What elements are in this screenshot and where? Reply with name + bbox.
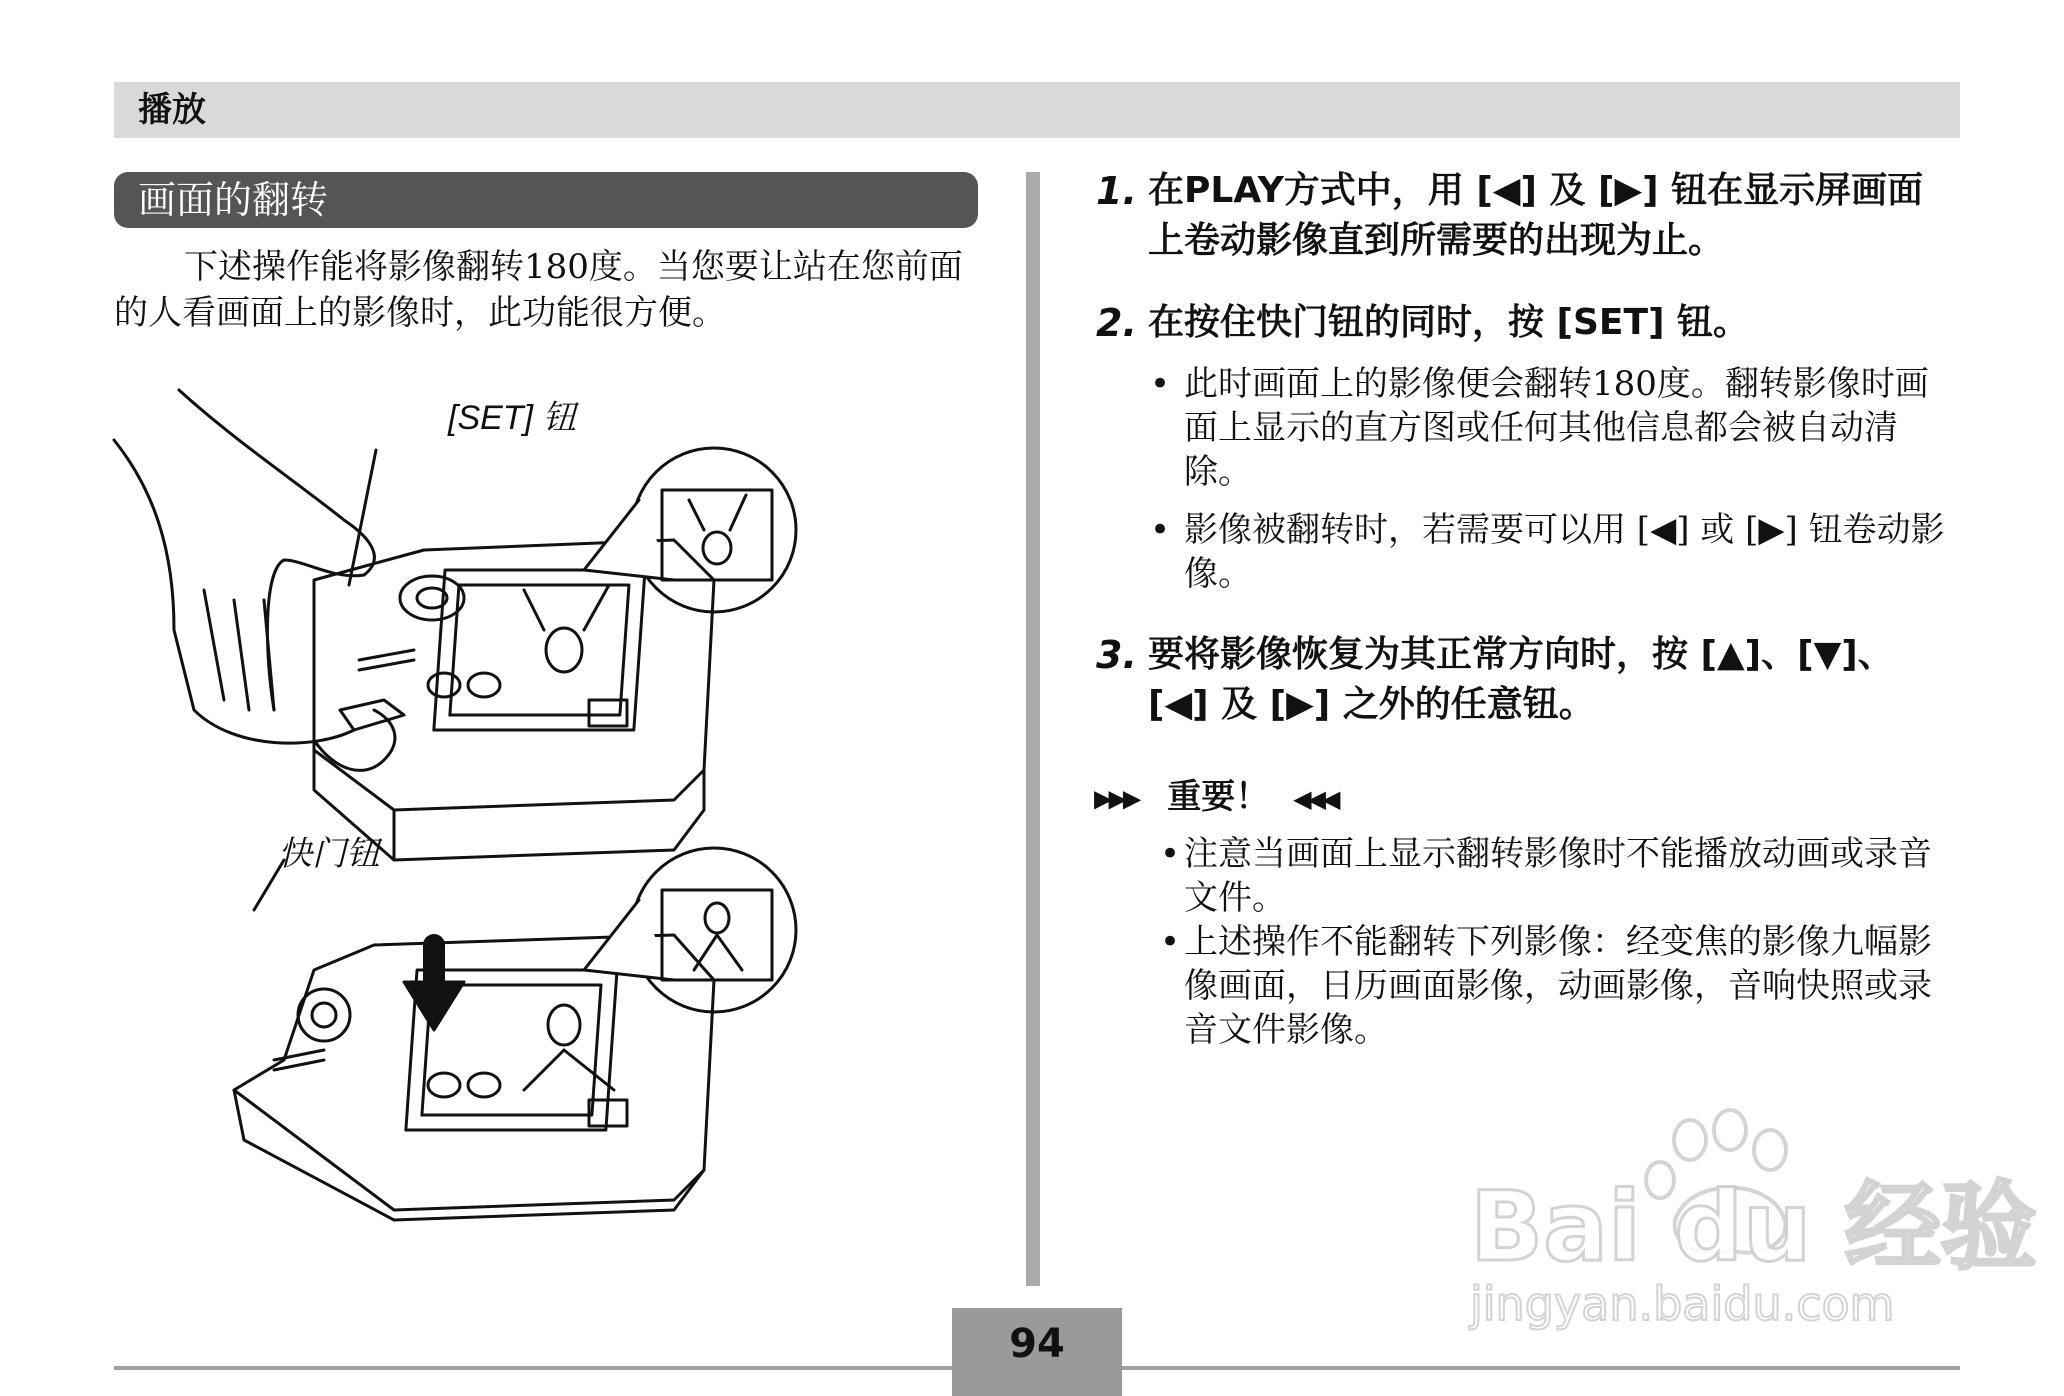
- watermark-brand: Bai du 经验: [1470, 1171, 2037, 1283]
- important-title: 重要！: [1167, 777, 1270, 817]
- step-1: [1096, 166, 1956, 266]
- set-button-label: [SET] 钮: [448, 399, 577, 437]
- zoom-bubble-top: [584, 448, 796, 612]
- bullet-icon: •: [1150, 364, 1171, 404]
- step-3: [1096, 630, 1956, 730]
- header-bar: [114, 82, 1960, 138]
- shutter-button-label: 快门钮: [278, 835, 380, 873]
- step-number: 1.: [1096, 169, 1137, 213]
- watermark-url: jingyan.baidu.com: [1470, 1277, 1895, 1331]
- important-heading: [1094, 774, 1336, 822]
- bullet-text: 此时画面上的影像便会翻转180度。翻转影像时画面上显示的直方图或任何其他信息都会被自动清除。: [1184, 364, 1929, 492]
- step-2: [1096, 298, 1956, 348]
- bullet-icon: •: [1160, 922, 1181, 962]
- page-number: 94: [1009, 1321, 1065, 1367]
- bullet-icon: •: [1150, 510, 1171, 550]
- important-bullet-2: [1160, 920, 1960, 1052]
- bullet-icon: •: [1160, 834, 1181, 874]
- step-text: 在PLAY方式中，用 [◀] 及 [▶] 钮在显示屏画面上卷动影像直到所需要的出现为止。: [1148, 170, 1924, 261]
- important-left-icon: ▶▶▶: [1094, 784, 1138, 813]
- hand-icon: [114, 390, 395, 770]
- page-header-title: 播放: [138, 90, 206, 130]
- important-bullet-1: [1160, 832, 1960, 920]
- step-number: 2.: [1096, 301, 1137, 345]
- intro-paragraph: 下述操作能将影像翻转180度。当您要让站在您前面的人看画面上的影像时，此功能很方便。: [114, 247, 963, 333]
- important-right-icon: ◀◀◀: [1293, 784, 1337, 813]
- step2-bullet-2: [1150, 508, 1960, 596]
- step-number: 3.: [1096, 633, 1137, 677]
- bullet-text: 上述操作不能翻转下列影像：经变焦的影像九幅影像画面，日历画面影像，动画影像，音响快照或录音文件影像。: [1184, 922, 1932, 1050]
- camera-illustration: [114, 370, 954, 1230]
- step2-bullet-1: [1150, 362, 1960, 494]
- step-text: 要将影像恢复为其正常方向时，按 [▲]、[▼]、[◀] 及 [▶] 之外的任意钮。: [1148, 634, 1894, 725]
- baidu-watermark-logo: [1470, 1100, 2037, 1331]
- bullet-text: 影像被翻转时，若需要可以用 [◀] 或 [▶] 钮卷动影像。: [1184, 510, 1945, 594]
- bullet-text: 注意当画面上显示翻转影像时不能播放动画或录音文件。: [1184, 834, 1932, 918]
- step-text: 在按住快门钮的同时，按 [SET] 钮。: [1148, 302, 1750, 343]
- section-title: 画面的翻转: [138, 178, 329, 222]
- column-divider: [1026, 172, 1040, 1286]
